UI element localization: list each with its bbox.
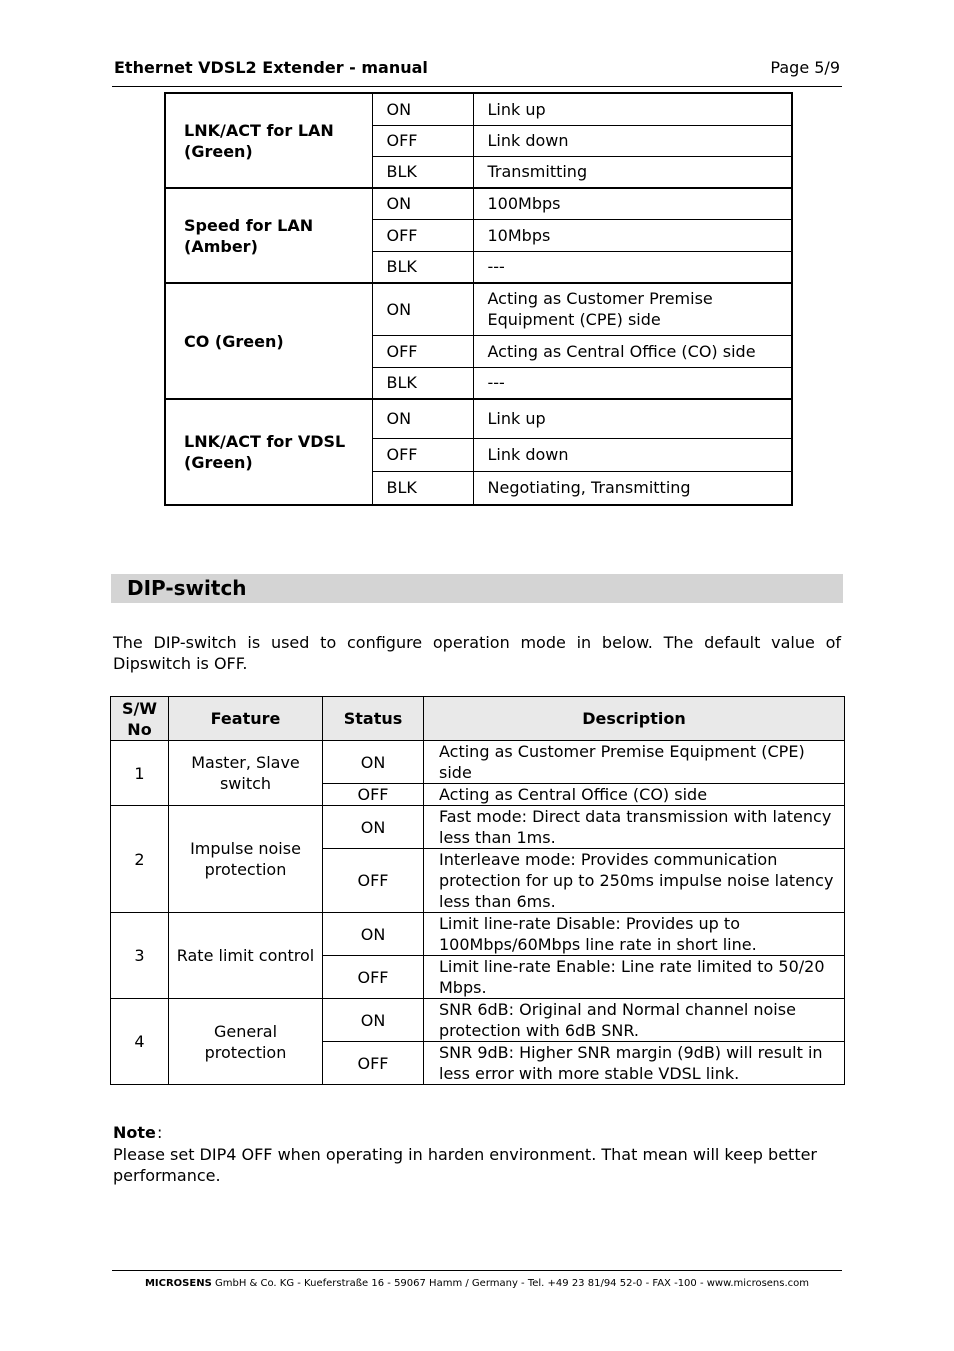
led-description: 100Mbps <box>473 188 792 219</box>
col-header-status: Status <box>323 697 424 741</box>
led-status: BLK <box>372 156 473 188</box>
switch-number: 4 <box>111 999 169 1085</box>
led-description: --- <box>473 367 792 399</box>
led-description: Transmitting <box>473 156 792 188</box>
footer-brand: MICROSENS <box>144 1278 212 1289</box>
col-header-sw-no: S/W No <box>111 697 169 741</box>
led-description: Acting as Central Office (CO) side <box>473 335 792 367</box>
document-title: Ethernet VDSL2 Extender - manual <box>114 58 428 77</box>
footer-line <box>112 1278 842 1289</box>
switch-feature: Rate limit control <box>169 913 323 999</box>
page-number: Page 5/9 <box>770 58 840 77</box>
led-description: --- <box>473 251 792 283</box>
footer-address: GmbH & Co. KG - Kueferstraße 16 - 59067 Hamm / Germany - Tel. +49 23 81/94 52-0 - FAX -100 - www.microsens.com <box>211 1278 810 1289</box>
led-status: OFF <box>372 125 473 156</box>
section-heading <box>111 574 843 603</box>
table-row <box>165 283 792 335</box>
table-row <box>111 999 845 1042</box>
led-status: ON <box>372 93 473 125</box>
switch-status: ON <box>323 999 424 1042</box>
indicator-name: LNK/ACT for LAN (Green) <box>165 93 372 188</box>
led-status: OFF <box>372 219 473 251</box>
led-status: OFF <box>372 438 473 471</box>
switch-status: ON <box>323 741 424 784</box>
col-header-feature: Feature <box>169 697 323 741</box>
led-description: Link down <box>473 438 792 471</box>
note-text: Please set DIP4 OFF when operating in harden environment. That mean will keep better performance. <box>113 1145 818 1185</box>
table-row <box>111 913 845 956</box>
switch-number: 1 <box>111 741 169 806</box>
led-description: Link up <box>473 399 792 438</box>
led-status: BLK <box>372 251 473 283</box>
col-header-description: Description <box>424 697 845 741</box>
indicator-name: Speed for LAN (Amber) <box>165 188 372 283</box>
switch-description: Interleave mode: Provides communication protection for up to 250ms impulse noise latency less than 6ms. <box>424 849 845 913</box>
led-indicator-table <box>164 92 793 506</box>
switch-description: Limit line-rate Disable: Provides up to 100Mbps/60Mbps line rate in short line. <box>424 913 845 956</box>
dip-switch-table <box>110 696 845 1085</box>
switch-description: Acting as Central Office (CO) side <box>424 784 845 806</box>
table-header-row <box>111 697 845 741</box>
note-colon: : <box>157 1123 163 1142</box>
switch-feature: General protection <box>169 999 323 1085</box>
switch-description: Limit line-rate Enable: Line rate limited to 50/20 Mbps. <box>424 956 845 999</box>
section-title: DIP-switch <box>127 576 247 600</box>
table-row <box>165 399 792 438</box>
switch-status: OFF <box>323 1042 424 1085</box>
led-status: ON <box>372 399 473 438</box>
led-description: Negotiating, Transmitting <box>473 471 792 505</box>
indicator-name: LNK/ACT for VDSL (Green) <box>165 399 372 505</box>
switch-description: SNR 9dB: Higher SNR margin (9dB) will result in less error with more stable VDSL link. <box>424 1042 845 1085</box>
note-label: Note <box>113 1123 156 1142</box>
indicator-name: CO (Green) <box>165 283 372 399</box>
switch-feature: Master, Slave switch <box>169 741 323 806</box>
switch-status: ON <box>323 806 424 849</box>
table-row <box>165 93 792 125</box>
switch-status: OFF <box>323 784 424 806</box>
led-description: 10Mbps <box>473 219 792 251</box>
table-row <box>165 188 792 219</box>
page-header <box>112 58 842 87</box>
switch-description: Fast mode: Direct data transmission with latency less than 1ms. <box>424 806 845 849</box>
switch-status: OFF <box>323 956 424 999</box>
table-row <box>111 806 845 849</box>
switch-status: OFF <box>323 849 424 913</box>
led-description: Link up <box>473 93 792 125</box>
led-status: ON <box>372 188 473 219</box>
switch-number: 3 <box>111 913 169 999</box>
switch-feature: Impulse noise protection <box>169 806 323 913</box>
led-status: ON <box>372 283 473 335</box>
led-status: BLK <box>372 471 473 505</box>
switch-number: 2 <box>111 806 169 913</box>
led-description: Link down <box>473 125 792 156</box>
intro-paragraph: The DIP-switch is used to configure operation mode in below. The default value of Dipswitch is OFF. <box>113 633 841 673</box>
led-description: Acting as Customer Premise Equipment (CPE) side <box>473 283 792 335</box>
switch-description: Acting as Customer Premise Equipment (CPE) side <box>424 741 845 784</box>
page-footer <box>112 1270 842 1301</box>
led-status: BLK <box>372 367 473 399</box>
switch-status: ON <box>323 913 424 956</box>
led-status: OFF <box>372 335 473 367</box>
table-row <box>111 741 845 784</box>
switch-description: SNR 6dB: Original and Normal channel noise protection with 6dB SNR. <box>424 999 845 1042</box>
